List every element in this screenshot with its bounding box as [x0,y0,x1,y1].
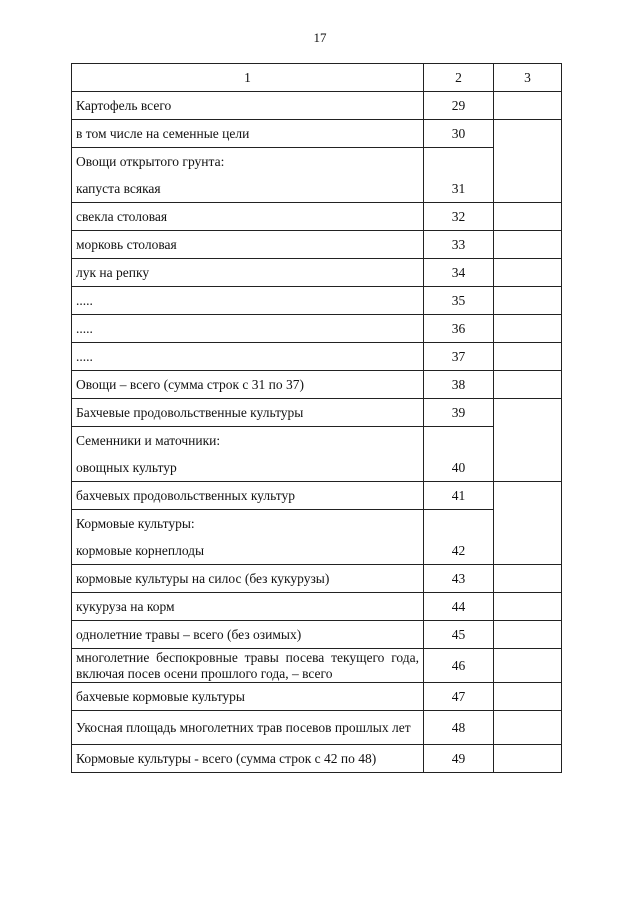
table-row [72,510,562,538]
section-heading: Овощи открытого грунта: [72,148,424,176]
table-row [72,482,562,510]
table-row [72,175,562,203]
row-value-cell[interactable] [494,537,562,565]
row-name: Картофель всего [72,92,424,120]
table-row [72,537,562,565]
row-name: Кормовые культуры - всего (сумма строк с 42 по 48) [72,745,424,773]
row-value-cell[interactable] [494,259,562,287]
row-code: 37 [424,343,494,371]
row-value-cell[interactable] [494,92,562,120]
row-code: 49 [424,745,494,773]
row-value-cell[interactable] [494,399,562,427]
row-name: однолетние травы – всего (без озимых) [72,621,424,649]
header-col-3: 3 [494,64,562,92]
row-value-cell[interactable] [494,120,562,148]
row-name: в том числе на семенные цели [72,120,424,148]
row-code: 31 [424,175,494,203]
row-name: ..... [72,287,424,315]
page-number: 17 [313,30,327,45]
table-row [72,203,562,231]
row-value-cell[interactable] [494,745,562,773]
table-row [72,120,562,148]
row-code: 48 [424,711,494,745]
row-value-cell[interactable] [494,287,562,315]
row-value-cell[interactable] [494,427,562,455]
row-code: 45 [424,621,494,649]
table-row [72,92,562,120]
row-code: 38 [424,371,494,399]
row-value-cell[interactable] [494,649,562,683]
row-name: кормовые корнеплоды [72,537,424,565]
row-code: 32 [424,203,494,231]
section-heading: Кормовые культуры: [72,510,424,538]
row-code: 43 [424,565,494,593]
row-code: 42 [424,537,494,565]
row-value-cell[interactable] [494,683,562,711]
header-col-1: 1 [72,64,424,92]
row-name: бахчевые кормовые культуры [72,683,424,711]
row-code: 41 [424,482,494,510]
row-value-cell[interactable] [494,482,562,510]
row-value-cell[interactable] [494,711,562,745]
row-name: Бахчевые продовольственные культуры [72,399,424,427]
table-row [72,649,562,683]
row-name: лук на репку [72,259,424,287]
row-code [424,510,494,538]
table-row [72,565,562,593]
row-value-cell[interactable] [494,203,562,231]
row-code: 39 [424,399,494,427]
table-row [72,711,562,745]
row-name: капуста всякая [72,175,424,203]
row-value-cell[interactable] [494,148,562,176]
row-name: ..... [72,343,424,371]
row-name: кормовые культуры на силос (без кукурузы) [72,565,424,593]
table-row [72,593,562,621]
row-code: 34 [424,259,494,287]
row-value-cell[interactable] [494,565,562,593]
table-row [72,315,562,343]
row-value-cell[interactable] [494,315,562,343]
row-value-cell[interactable] [494,510,562,538]
row-value-cell[interactable] [494,175,562,203]
row-code: 29 [424,92,494,120]
crop-area-table [71,63,562,773]
row-code: 33 [424,231,494,259]
row-value-cell[interactable] [494,343,562,371]
section-heading: Семенники и маточники: [72,427,424,455]
row-code: 36 [424,315,494,343]
row-name: свекла столовая [72,203,424,231]
row-name: овощных культур [72,454,424,482]
row-value-cell[interactable] [494,231,562,259]
row-value-cell[interactable] [494,454,562,482]
row-name: многолетние беспокровные травы посева текущего года, включая посев осени прошлого года, – всего [72,649,424,683]
row-name: Овощи – всего (сумма строк с 31 по 37) [72,371,424,399]
row-name: морковь столовая [72,231,424,259]
table-row [72,745,562,773]
table-row [72,371,562,399]
table-row [72,683,562,711]
table-header-row [72,64,562,92]
table-row [72,343,562,371]
table-row [72,399,562,427]
table-row [72,231,562,259]
table-row [72,259,562,287]
table-row [72,287,562,315]
row-code: 44 [424,593,494,621]
table-row [72,454,562,482]
row-code: 40 [424,454,494,482]
row-code: 46 [424,649,494,683]
row-name: кукуруза на корм [72,593,424,621]
header-col-2: 2 [424,64,494,92]
row-name: ..... [72,315,424,343]
table-row [72,621,562,649]
row-value-cell[interactable] [494,593,562,621]
row-value-cell[interactable] [494,371,562,399]
row-name: бахчевых продовольственных культур [72,482,424,510]
row-code: 47 [424,683,494,711]
row-name: Укосная площадь многолетних трав посевов прошлых лет [72,711,424,745]
row-code: 35 [424,287,494,315]
table-row [72,427,562,455]
row-code [424,148,494,176]
row-value-cell[interactable] [494,621,562,649]
table-row [72,148,562,176]
row-code: 30 [424,120,494,148]
row-code [424,427,494,455]
